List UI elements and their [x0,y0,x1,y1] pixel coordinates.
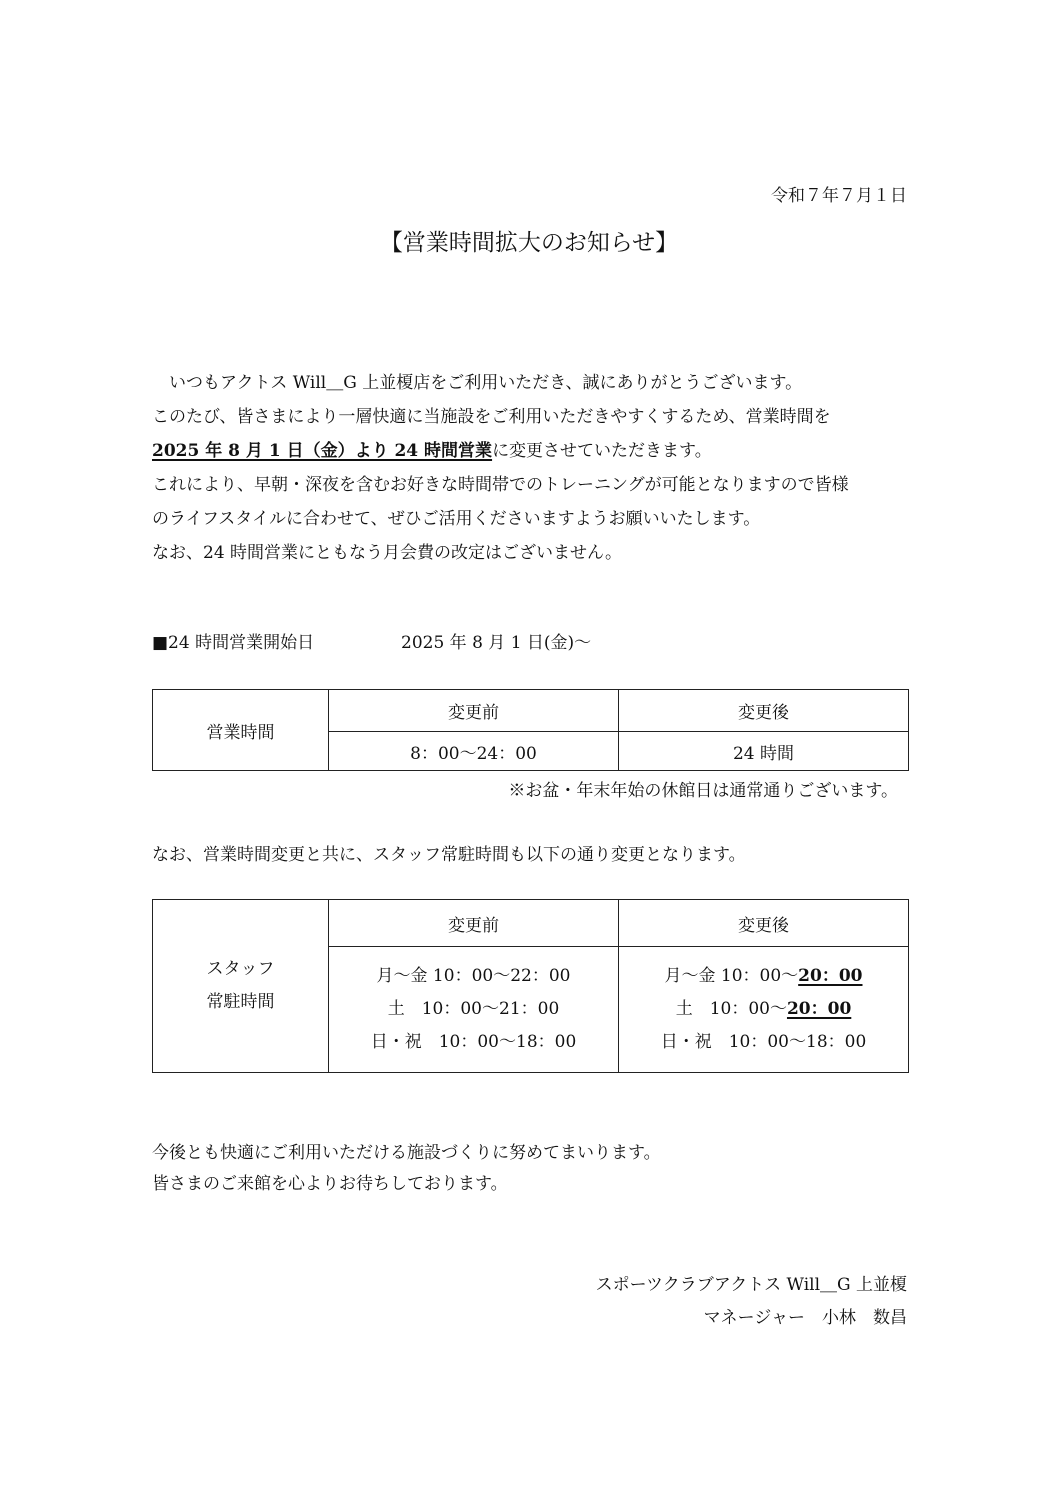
staff-before-header: 変更前 [329,900,619,947]
hours-after-header: 変更後 [619,690,909,732]
staff-after-header: 変更後 [619,900,909,947]
document-date: 令和７年７月１日 [771,186,907,206]
before-weekday: 月～金 10：00～22：00 [376,966,571,986]
staff-change-intro: なお、営業時間変更と共に、スタッフ常駐時間も以下の通り変更となります。 [152,845,746,865]
intro-line-3-rest: に変更させていただきます。 [492,441,712,461]
document-title: 【営業時間拡大のお知らせ】 [379,230,679,256]
intro-paragraph [152,366,912,570]
after-saturday-end-time: 20：00 [786,999,852,1019]
staff-before-times [329,947,619,1073]
intro-line-3 [152,434,912,468]
staff-row-label-line-2: 常駐時間 [206,992,275,1012]
after-weekday [619,960,908,993]
hours-after-value: 24 時間 [619,732,909,771]
holiday-note: ※お盆・年末年始の休館日は通常通りございます。 [508,781,898,801]
staff-row-label [153,900,329,1073]
hours-before-value: 8：00～24：00 [329,732,619,771]
closing-line-2: 皆さまのご来館を心よりお待ちしております。 [152,1174,508,1194]
intro-line-6: なお、24 時間営業にともなう月会費の改定はございません。 [152,543,623,563]
start-date-value: 2025 年 8 月 1 日(金)～ [401,633,592,653]
start-date-highlight: 2025 年 8 月 1 日（金）より 24 時間営業 [152,441,493,461]
after-sunday-holiday: 日・祝 10：00～18：00 [660,1032,867,1052]
hours-before-header: 変更前 [329,690,619,732]
intro-line-5: のライフスタイルに合わせて、ぜひご活用くださいますようお願いいたします。 [152,509,761,529]
after-weekday-prefix: 月～金 10：00～ [664,966,799,986]
intro-line-2: このたび、皆さまにより一層快適に当施設をご利用いただきやすくするため、営業時間を [152,407,831,427]
after-saturday-prefix: 土 10：00～ [675,999,787,1019]
staff-row-label-line-1: スタッフ [206,959,275,979]
after-weekday-end-time: 20：00 [798,966,863,986]
business-hours-row-label: 営業時間 [153,690,329,771]
start-date-label: ■24 時間営業開始日 [152,633,315,653]
start-date-line [152,628,592,653]
signature-manager: マネージャー 小林 数昌 [703,1308,907,1328]
intro-line-4: これにより、早朝・深夜を含むお好きな時間帯でのトレーニングが可能となりますので皆様 [152,475,849,495]
after-saturday [619,993,908,1026]
before-sunday-holiday: 日・祝 10：00～18：00 [370,1032,577,1052]
staff-hours-table [152,899,909,1073]
closing-paragraph [152,1138,661,1200]
intro-line-1: いつもアクトス Will＿G 上並榎店をご利用いただき、誠にありがとうございます。 [169,373,803,393]
closing-line-1: 今後とも快適にご利用いただける施設づくりに努めてまいります。 [152,1143,661,1163]
before-saturday: 土 10：00～21：00 [387,999,560,1019]
signature-club: スポーツクラブアクトス Will＿G 上並榎 [595,1275,907,1295]
business-hours-table [152,689,909,771]
staff-after-times [619,947,909,1073]
